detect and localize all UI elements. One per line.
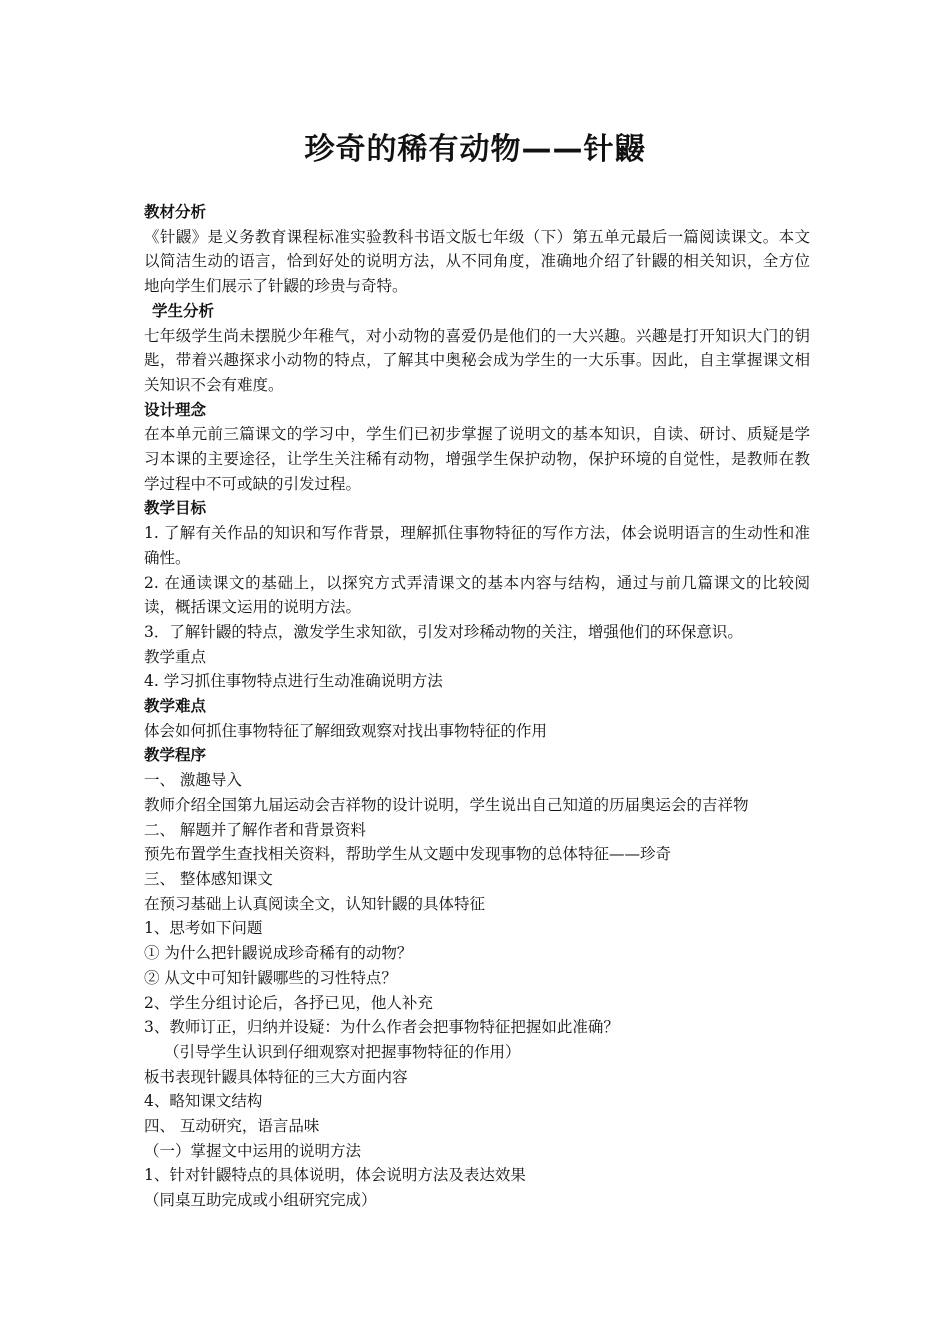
section-heading-student: 学生分析 bbox=[152, 301, 215, 320]
section-heading-procedure: 教学程序 bbox=[144, 746, 207, 765]
step-4-title: 四、 互动研究，语言品味 bbox=[144, 1117, 320, 1136]
step-3-board: 板书表现针鼹具体特征的三大方面内容 bbox=[144, 1067, 408, 1086]
document-body bbox=[144, 200, 810, 1213]
step-3-note: （引导学生认识到仔细观察对把握事物特征的作用） bbox=[164, 1042, 521, 1061]
step-3-item-4: 4、略知课文结构 bbox=[144, 1092, 263, 1111]
document-title: 珍奇的稀有动物——针鼹 bbox=[304, 132, 646, 167]
step-4-sub-1: （一）掌握文中运用的说明方法 bbox=[144, 1141, 362, 1160]
step-3-question-1: ① 为什么把针鼹说成珍奇稀有的动物？ bbox=[144, 944, 413, 963]
section-heading-design: 设计理念 bbox=[144, 400, 207, 419]
goal-item-1: 1. 了解有关作品的知识和写作背景，理解抓住事物特征的写作方法，体会说明语言的生动性和准确性。 bbox=[144, 524, 810, 567]
section-heading-difficulty: 教学难点 bbox=[144, 697, 207, 716]
step-3-text: 在预习基础上认真阅读全文，认知针鼹的具体特征 bbox=[144, 894, 486, 913]
goal-item-3: 3．了解针鼹的特点，激发学生求知欲，引发对珍稀动物的关注，增强他们的环保意识。 bbox=[144, 622, 743, 641]
design-paragraph: 在本单元前三篇课文的学习中，学生们已初步掌握了说明文的基本知识，自读、研讨、质疑是学习本课的主要途径，让学生关注稀有动物，增强学生保护动物，保护环境的自觉性，是教师在教学过程中不可或缺的引发过程。 bbox=[144, 425, 810, 493]
step-2-title: 二、 解题并了解作者和背景资料 bbox=[144, 820, 366, 839]
difficulty-paragraph: 体会如何抓住事物特征了解细致观察对找出事物特征的作用 bbox=[144, 721, 548, 740]
step-3-item-2: 2、学生分组讨论后，各抒已见，他人补充 bbox=[144, 993, 433, 1012]
goal-item-2: 2. 在通读课文的基础上，以探究方式弄清课文的基本内容与结构，通过与前几篇课文的比较阅读，概括课文运用的说明方法。 bbox=[144, 573, 810, 617]
step-2-text: 预先布置学生查找相关资料，帮助学生从文题中发现事物的总体特征——珍奇 bbox=[144, 845, 672, 864]
step-1-text: 教师介绍全国第九届运动会吉祥物的设计说明，学生说出自己知道的历届奥运会的吉祥物 bbox=[144, 795, 749, 814]
step-3-question-2: ② 从文中可知针鼹哪些的习性特点？ bbox=[144, 968, 397, 987]
step-3-title: 三、 整体感知课文 bbox=[144, 869, 273, 888]
section-heading-material: 教材分析 bbox=[144, 203, 207, 221]
step-4-note: （同桌互助完成或小组研究完成） bbox=[144, 1191, 377, 1210]
focus-paragraph: 4. 学习抓住事物特点进行生动准确说明方法 bbox=[144, 672, 443, 691]
section-heading-goals: 教学目标 bbox=[144, 499, 207, 518]
section-heading-focus: 教学重点 bbox=[144, 647, 207, 666]
material-paragraph: 《针鼹》是义务教育课程标准实验教科书语文版七年级（下）第五单元最后一篇阅读课文。本文以简洁生动的语言，恰到好处的说明方法，从不同角度，准确地介绍了针鼹的相关知识，全方位地向学生们展示了针鼹的珍贵与奇特。 bbox=[144, 227, 810, 296]
step-1-title: 一、 激趣导入 bbox=[144, 771, 242, 790]
step-3-item-3: 3、教师订正，归纳并设疑：为什么作者会把事物特征把握如此准确？ bbox=[144, 1018, 619, 1037]
student-paragraph: 七年级学生尚未摆脱少年稚气，对小动物的喜爱仍是他们的一大兴趣。兴趣是打开知识大门的钥匙，带着兴趣探求小动物的特点，了解其中奥秘会成为学生的一大乐事。因此，自主掌握课文相关知识不会有难度。 bbox=[144, 326, 810, 394]
step-4-item-1: 1、针对针鼹特点的具体说明，体会说明方法及表达效果 bbox=[144, 1166, 526, 1185]
step-3-item-1: 1、思考如下问题 bbox=[144, 919, 263, 938]
